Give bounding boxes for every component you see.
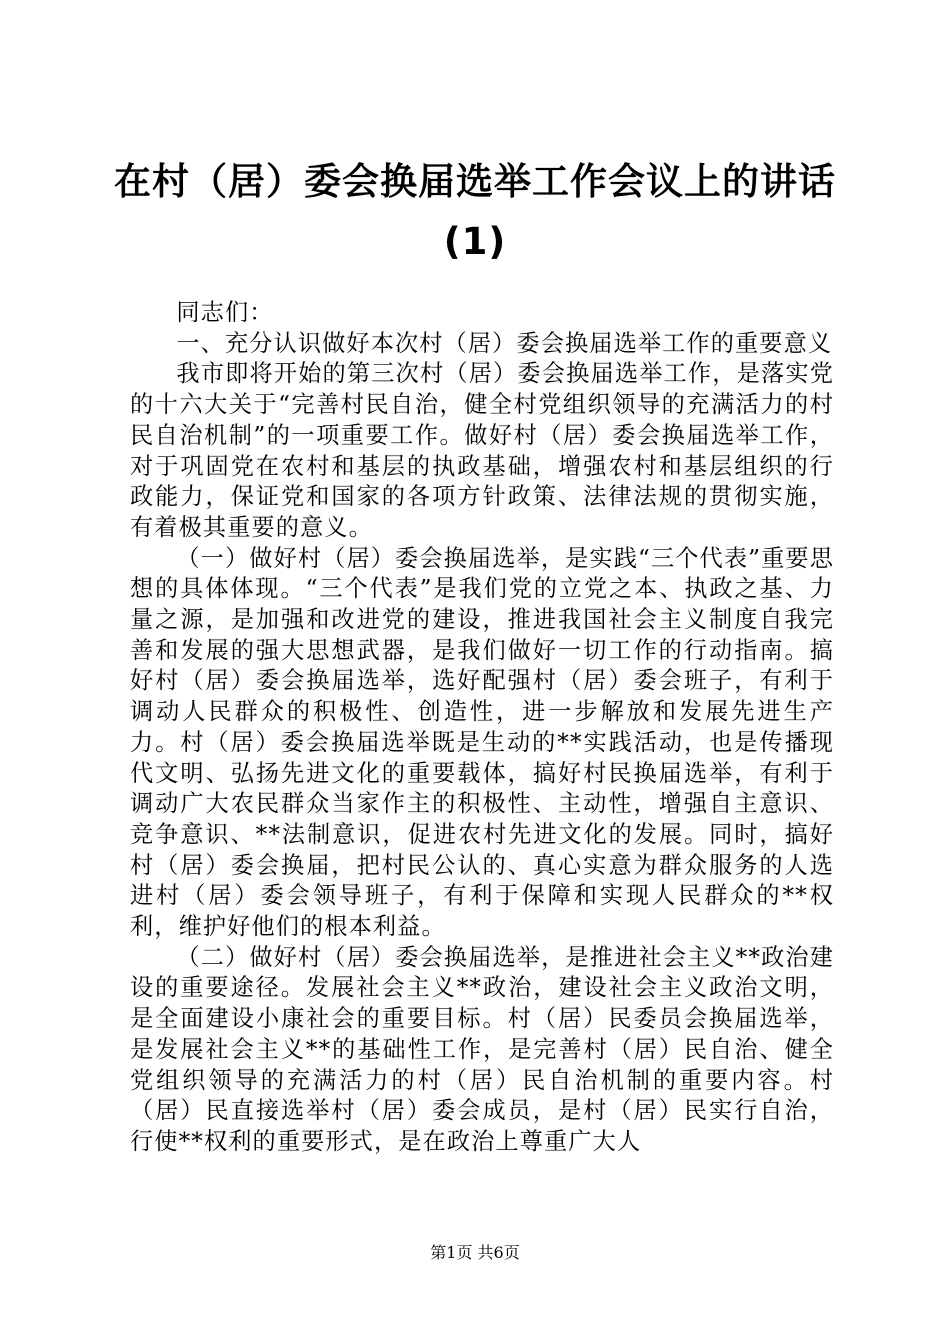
body-paragraph: （一）做好村（居）委会换届选举，是实践“三个代表”重要思想的具体体现。“三个代表”是我们党的立党之本、执政之基、力量之源，是加强和改进党的建设，推进我国社会主义制度自我完善和发展的强大思想武器，是我们做好一切工作的行动指南。搞好村（居）委会换届选举，选好配强村（居）委会班子，有利于调动人民群众的积极性、创造性，进一步解放和发展先进生产力。村（居）委会换届选举既是生动的**实践活动，也是传播现代文明、弘扬先进文化的重要载体，搞好村民换届选举，有利于调动广大农民群众当家作主的积极性、主动性，增强自主意识、竞争意识、**法制意识，促进农村先进文化的发展。同时，搞好村（居）委会换届，把村民公认的、真心实意为群众服务的人选进村（居）委会领导班子，有利于保障和实现人民群众的**权利，维护好他们的根本利益。 (130, 544, 835, 941)
salutation: 同志们： (176, 299, 274, 326)
document-title: 在村（居）委会换届选举工作会议上的讲话 (114, 160, 836, 203)
document-body (130, 298, 834, 1158)
body-paragraph: 我市即将开始的第三次村（居）委会换届选举工作，是落实党的十六大关于“完善村民自治，健全村党组织领导的充满活力的村民自治机制”的一项重要工作。做好村（居）委会换届选举工作，对于巩固党在农村和基层的执政基础，增强农村和基层组织的行政能力，保证党和国家的各项方针政策、法律法规的贯彻实施，有着极其重要的意义。 (130, 360, 834, 541)
section-heading: 一、充分认识做好本次村（居）委会换届选举工作的重要意义 (176, 329, 833, 357)
document-title-number: (1) (443, 220, 507, 263)
page-footer: 第1页 共6页 (430, 1243, 520, 1262)
body-paragraph: （二）做好村（居）委会换届选举，是推进社会主义**政治建设的重要途径。发展社会主义**政治，建设社会主义政治文明，是全面建设小康社会的重要目标。村（居）民委员会换届选举，是发展社会主义**的基础性工作，是完善村（居）民自治、健全党组织领导的充满活力的村（居）民自治机制的重要内容。村（居）民直接选举村（居）委会成员，是村（居）民实行自治，行使**权利的重要形式，是在政治上尊重广大人 (130, 943, 834, 1155)
